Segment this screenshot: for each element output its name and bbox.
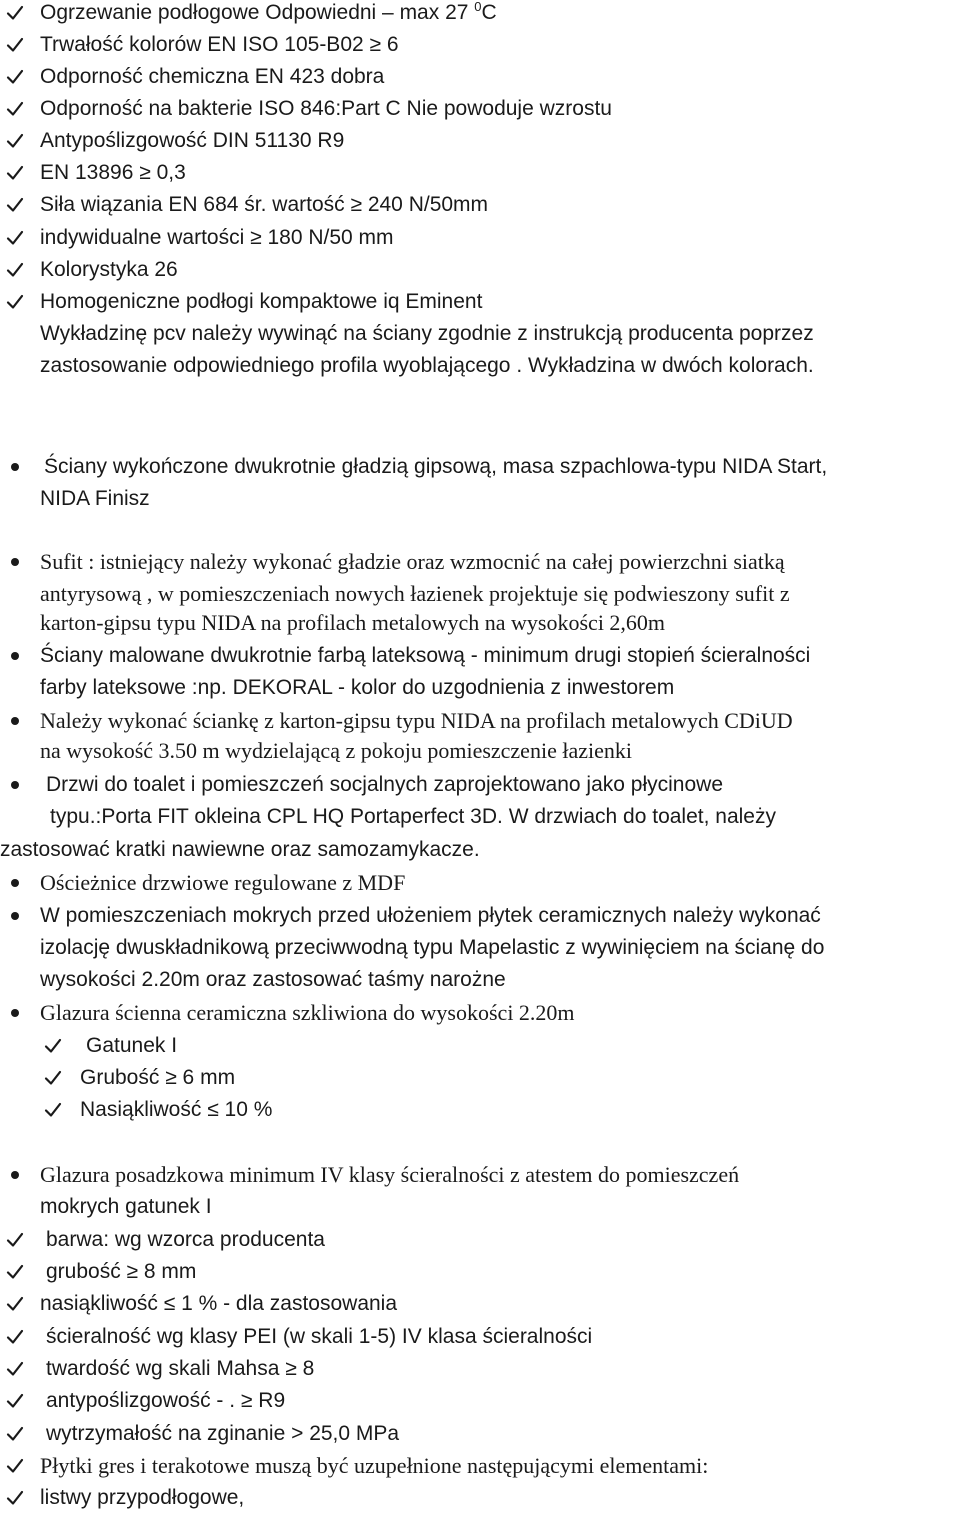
check-icon — [4, 125, 26, 157]
check-icon — [42, 1094, 64, 1126]
check-icon — [4, 0, 26, 29]
check-icon — [4, 254, 26, 286]
list-item-text: Odporność chemiczna EN 423 dobra — [40, 65, 385, 88]
check-icon — [42, 1062, 64, 1094]
document-page: Ogrzewanie podłogowe Odpowiedni – max 27 $^0$C Trwałość kolorów EN ISO 105-B02 ≥ 6 Odporność chemiczna EN 423 dobra Odporność na bakterie ISO 846:Part C Nie powoduje wzrostu Antypoślizgowość DIN 51130 R9 EN 13896 ≥ 0,3 Siła wiązania EN 684 śr. wartość ≥ 240 N/50mm indywidualne wartości ≥ 180 N/50 mm Kolorystyka 26 Homogeniczne podłogi kompaktowe iq Eminent Wykładzinę pcv należy wywinąć na ściany zgodnie z instrukcją producenta poprzez zastosowanie odpowiedniego profila wyoblającego . Wykładzina w dwóch kolorach. Ściany wykończone dwukrotnie gładzią gipsową, masa szpachlowa-typu NIDA Start, NIDA Finisz Sufit : istniejący należy wykonać gładzie oraz wzmocnić na całej powierzchni siatką antyrysową , w pomieszczeniach nowych łazienek projektuje się podwieszony sufit z karton-gipsu typu NIDA na profilach metalowych na wysokości 2,60m Ściany malowane dwukrotnie farbą lateksową - minimum drugi stopień ścieralności farby lateksowe :np. DEKORAL - kolor do uzgodnienia z inwestorem Należy wykonać ściankę z karton-gipsu typu NIDA na profilach metalowych CDiUD na wysokość 3.50 m wydzielającą z pokoju pomieszczenie łazienki Drzwi do toalet i pomieszczeń socjalnych zaprojektowano jako płycinowe typu.:Porta FIT okleina CPL HQ Portaperfect 3D. W drzwiach do toalet, należy zastosować kratki nawiewne oraz samozamykacze. Ościeżnice drzwiowe regulowane z MDF W pomieszczeniach mokrych przed ułożeniem płytek ceramicznych należy wykonać izolację dwuskładnikową przeciwwodną typu Mapelastic z wywinięciem na ścianę do wysokości 2.20m oraz zastosować taśmy narożne Glazura ścienna ceramiczna szkliwiona do wysokości 2.20m Gatunek I Grubość ≥ 6 mm Nasiąkliwość ≤ 10 % Glazura posadzkowa minimum IV klasy ścieralności z atestem do pomieszczeń mokrych gatunek I barwa: wg wzorca producenta grubość ≥ 8 mm nasiąkliwość ≤ 1 % - dla zastosowania ścieralność wg klasy PEI (w skali 1-5) IV klasa ścieralności twardość wg skali Mahsa ≥ 8 antypoślizgowość - . ≥ R9 wytrzymałość na zginanie > 25,0 MPa Płytki gres i terakotowe muszą być uzupełnione następującymi elementami: listwy przypodłogowe, — [0, 0, 960, 1512]
check-icon — [4, 61, 26, 93]
bullet-icon — [4, 900, 26, 932]
check-icon — [4, 1353, 26, 1385]
bullet-icon — [4, 867, 26, 899]
check-icon — [4, 1418, 26, 1450]
list-item-text: Siła wiązania EN 684 śr. wartość ≥ 240 N/50mm — [40, 193, 489, 216]
check-icon — [4, 222, 26, 254]
list-item-text: Homogeniczne podłogi kompaktowe iq Eminent — [40, 290, 483, 313]
check-icon — [4, 286, 26, 318]
check-icon — [4, 1256, 26, 1288]
bullet-icon — [4, 451, 26, 483]
bullet-icon — [4, 769, 26, 801]
bullet-icon — [4, 1159, 26, 1191]
list-item-text: EN 13896 ≥ 0,3 — [40, 161, 186, 184]
list-item-text: indywidualne wartości ≥ 180 N/50 mm — [40, 226, 394, 249]
check-icon — [4, 157, 26, 189]
bullet-icon — [4, 997, 26, 1029]
list-item-text: Antypoślizgowość DIN 51130 R9 — [40, 129, 345, 152]
check-icon — [4, 93, 26, 125]
check-icon — [4, 1224, 26, 1256]
list-item-text: Trwałość kolorów EN ISO 105-B02 ≥ 6 — [40, 33, 399, 56]
list-item-text: Kolorystyka 26 — [40, 258, 178, 281]
list-item-text: Ogrzewanie podłogowe Odpowiedni – max 27 $^0$C — [40, 0, 497, 24]
check-icon — [4, 1321, 26, 1353]
list-item-text: Odporność na bakterie ISO 846:Part C Nie powoduje wzrostu — [40, 97, 612, 120]
check-icon — [4, 1385, 26, 1417]
check-icon — [4, 1450, 26, 1482]
bullet-icon — [4, 640, 26, 672]
check-icon — [4, 29, 26, 61]
check-icon — [4, 189, 26, 221]
check-icon — [4, 1288, 26, 1320]
check-icon — [42, 1030, 64, 1062]
bullet-icon — [4, 705, 26, 737]
bullet-icon — [4, 546, 26, 578]
check-icon — [4, 1482, 26, 1514]
